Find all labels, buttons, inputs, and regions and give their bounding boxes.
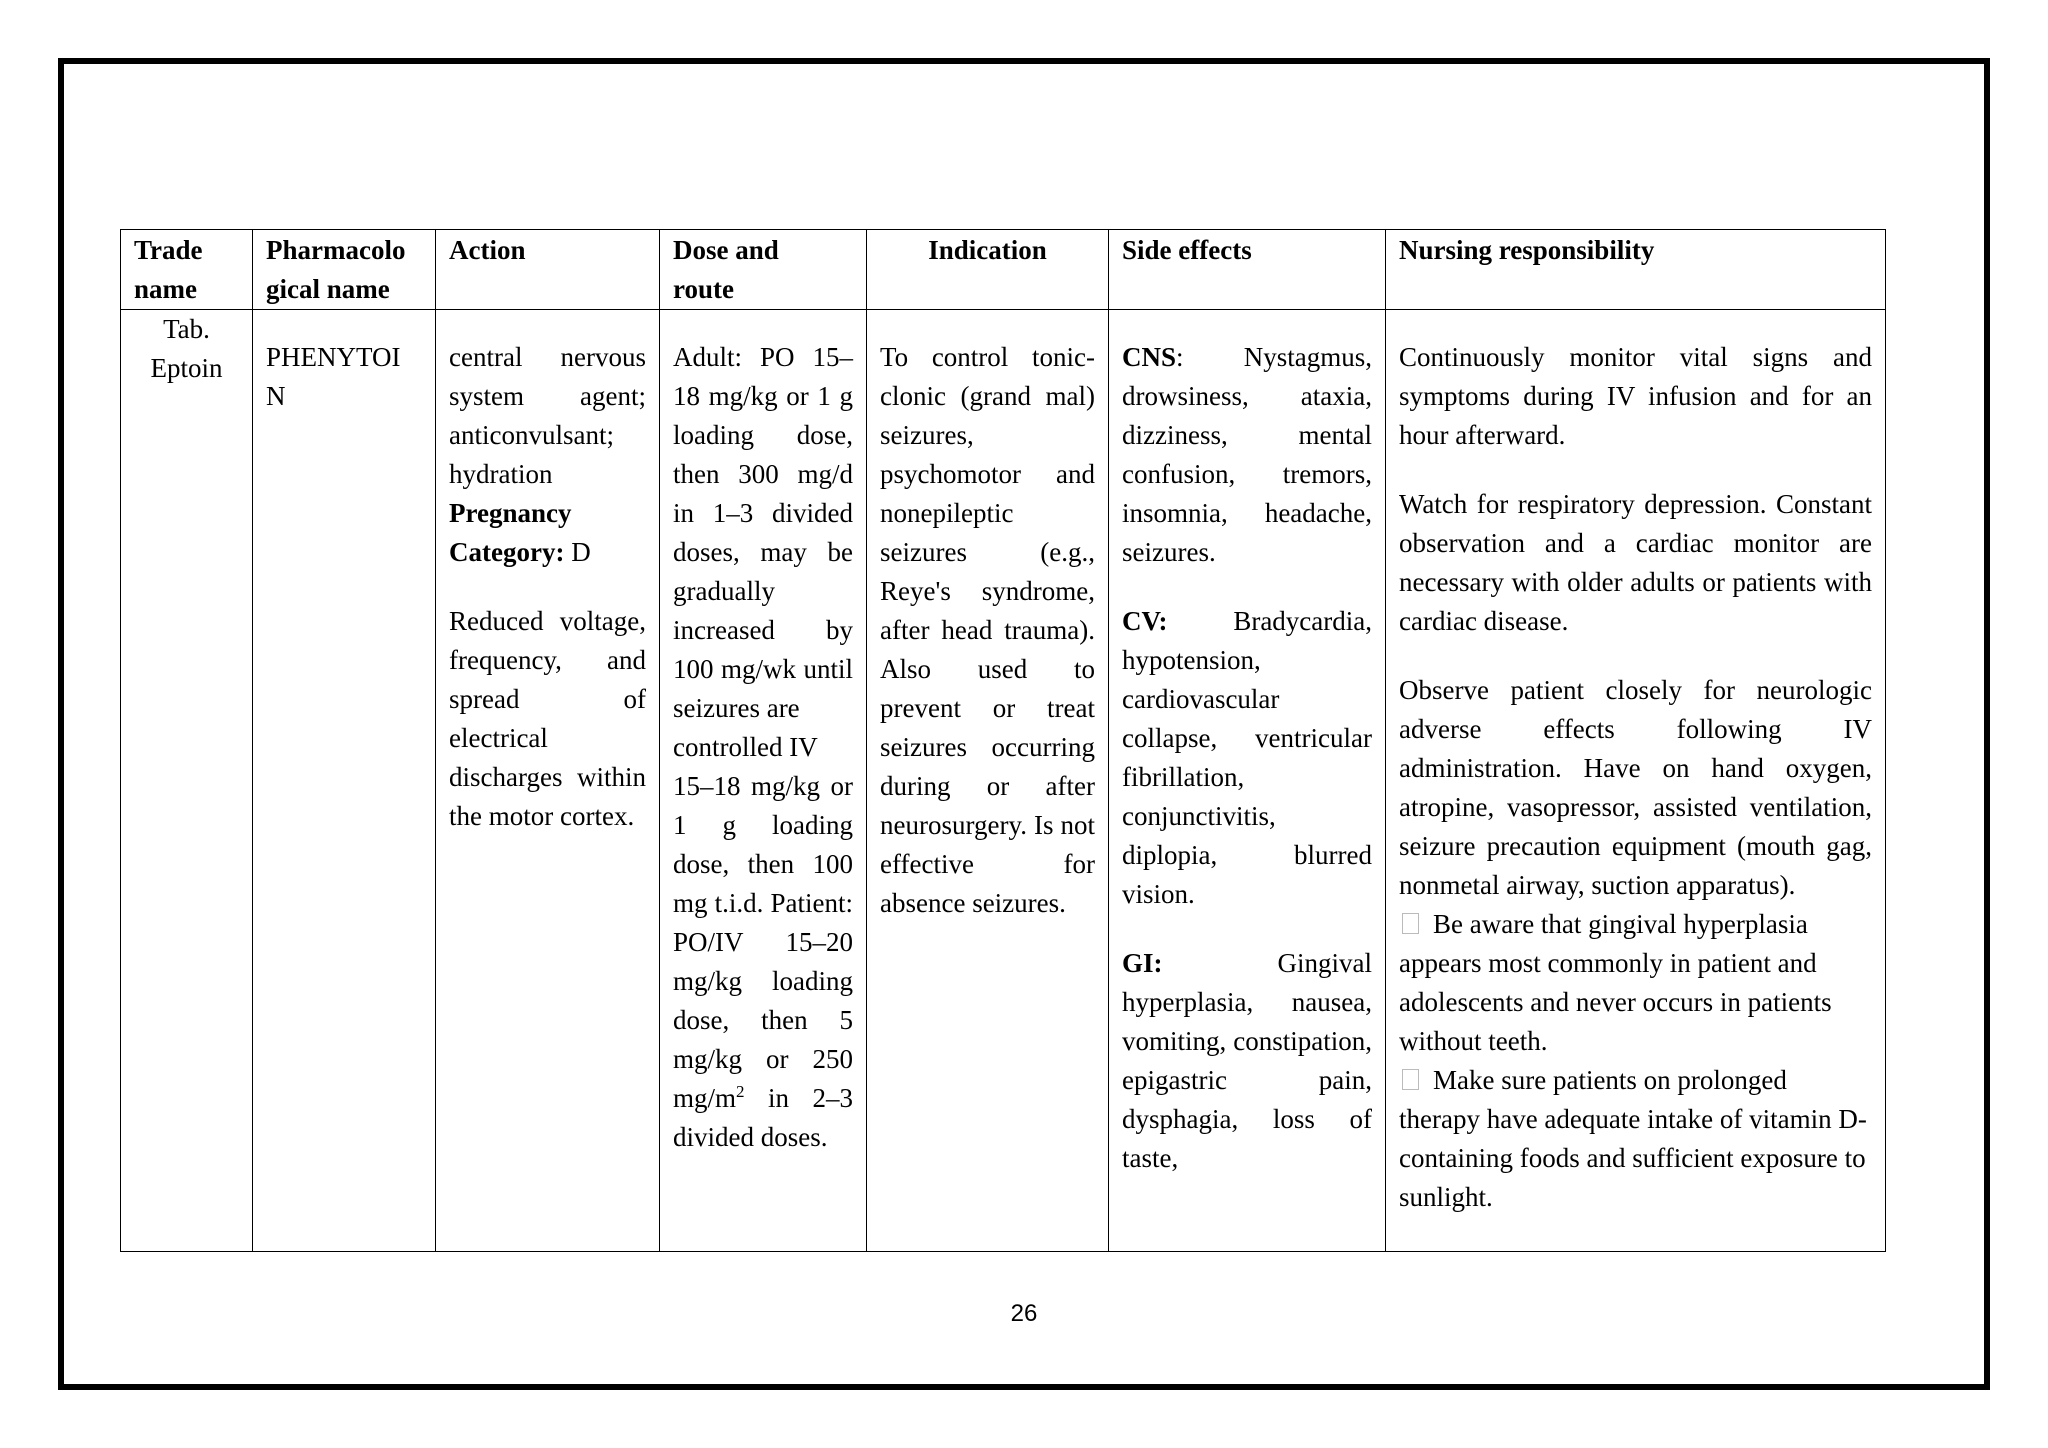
header-action: Action bbox=[436, 230, 660, 310]
nursing-bullet-2: Make sure patients on prolonged therapy have adequate intake of vitamin D-containing foods and sufficient exposure to sunlight. bbox=[1399, 1065, 1867, 1212]
nursing-paragraph-2: Watch for respiratory depression. Constant observation and a cardiac monitor are necessary with older adults or patients with cardiac disease. bbox=[1399, 489, 1872, 636]
header-pharmacological-name: Pharmacolo gical name bbox=[253, 230, 436, 310]
cell-dose-route: Adult: PO 15–18 mg/kg or 1 g loading dose, then 300 mg/d in 1–3 divided doses, may be gradually increased by 100 mg/wk until seizures are controlled IV 15–18 mg/kg or 1 g loading dose, then 100 mg t.i.d. Patient: PO/IV 15–20 mg/kg loading dose, then 5 mg/kg or 250 $mg/m^2$ in 2–3 divided doses. bbox=[660, 310, 867, 1252]
cell-indication: To control tonic-clonic (grand mal) seizures, psychomotor and nonepileptic seizures (e.g., Reye's syndrome, after head trauma). Also used to prevent or treat seizures occurring during or after neurosurgery. Is not effective for absence seizures. bbox=[867, 310, 1109, 1252]
header-side-effects: Side effects bbox=[1109, 230, 1386, 310]
header-indication: Indication bbox=[867, 230, 1109, 310]
header-trade-name: Trade name bbox=[121, 230, 253, 310]
cell-trade-name: Tab. Eptoin bbox=[121, 310, 253, 1252]
action-text: central nervous system agent; anticonvulsant; hydration bbox=[449, 342, 646, 489]
header-row bbox=[121, 230, 1886, 310]
header-nursing-responsibility: Nursing responsibility bbox=[1386, 230, 1886, 310]
nursing-bullet-1: Be aware that gingival hyperplasia appears most commonly in patient and adolescents and never occurs in patients without teeth. bbox=[1399, 909, 1832, 1056]
nursing-paragraph-1: Continuously monitor vital signs and symptoms during IV infusion and for an hour afterward. bbox=[1399, 342, 1872, 450]
cell-nursing-responsibility bbox=[1386, 310, 1886, 1252]
side-effects-cns: CNS: Nystagmus, drowsiness, ataxia, dizziness, mental confusion, tremors, insomnia, headache, seizures. bbox=[1122, 342, 1372, 567]
cell-action bbox=[436, 310, 660, 1252]
cell-pharmacological-name: PHENYTOI N bbox=[253, 310, 436, 1252]
bullet-box-icon bbox=[1402, 1069, 1419, 1090]
header-dose-route: Dose and route bbox=[660, 230, 867, 310]
nursing-paragraph-3: Observe patient closely for neurologic adverse effects following IV administration. Have on hand oxygen, atropine, vasopressor, assisted ventilation, seizure precaution equipment (mouth gag, nonmetal airway, suction apparatus). bbox=[1399, 675, 1872, 900]
bullet-box-icon bbox=[1402, 913, 1419, 934]
cell-side-effects bbox=[1109, 310, 1386, 1252]
action-mechanism: Reduced voltage, frequency, and spread of electrical discharges within the motor cortex. bbox=[449, 606, 646, 831]
table-row bbox=[121, 310, 1886, 1252]
pregnancy-category: Pregnancy Category: D bbox=[449, 498, 591, 567]
side-effects-gi: GI: Gingival hyperplasia, nausea, vomiting, constipation, epigastric pain, dysphagia, loss of taste, bbox=[1122, 948, 1372, 1173]
side-effects-cv: CV: Bradycardia, hypotension, cardiovascular collapse, ventricular fibrillation, conjunctivitis, diplopia, blurred vision. bbox=[1122, 606, 1372, 909]
page-number: 26 bbox=[1010, 1300, 1038, 1327]
drug-table bbox=[120, 229, 1886, 1252]
